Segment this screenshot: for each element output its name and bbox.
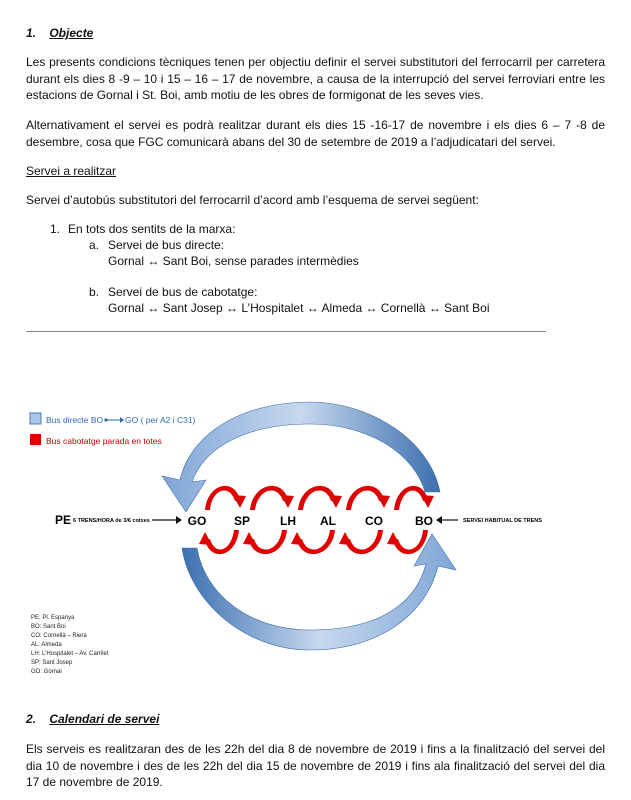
legend-arrow-icon: [104, 417, 124, 423]
cabotage-arcs-bottom: [199, 530, 428, 554]
station-lh: LH: [280, 514, 296, 528]
key-go: GO: Gornal: [31, 669, 62, 675]
service-intro-paragraph: Servei d’autobús substitutori del ferrocarril d’acord amb l’esquema de servei següent:: [26, 193, 479, 207]
calendar-paragraph: Els serveis es realitzaran des de les 22h del dia 8 de novembre de 2019 i fins a la finalització del servei del dia 10 de novembre i des de les 22h del dia 15 de novembre de 2019 i fins ala finalització del servei del dia 17 de novembre de 2019.: [26, 742, 605, 789]
legend-blue-text: Bus directe BO: [46, 415, 104, 425]
service-diagram: [0, 380, 631, 690]
legend-red-text: Bus cabotatge parada en totes: [46, 436, 162, 446]
station-sp: SP: [233, 514, 251, 528]
right-arrow-icon: [436, 516, 458, 524]
section-2-number: 2.: [26, 712, 37, 726]
divider-line: [26, 331, 546, 332]
station-co: CO: [365, 514, 383, 528]
service-subheading: Servei a realitzar: [26, 164, 117, 178]
section-1-number: 1.: [26, 26, 37, 40]
left-arrow-icon: [152, 516, 182, 524]
list-number: 1.: [50, 222, 61, 236]
key-co: CO: Cornellà – Riera: [31, 633, 87, 639]
legend-red-swatch: [30, 434, 41, 445]
key-bo: BO: Sant Boi: [31, 624, 66, 630]
legend-blue-text-2: GO ( per A2 i C31): [125, 415, 196, 425]
item-a-label: a.: [89, 238, 100, 252]
direct-bus-arrow-top: [162, 402, 440, 512]
legend-blue-swatch: [30, 413, 41, 424]
section-2-heading: [26, 712, 159, 726]
item-b-title: Servei de bus de cabotatge:: [108, 285, 258, 299]
item-a-title: Servei de bus directe:: [108, 238, 225, 252]
section-1-heading: [26, 26, 93, 40]
alternative-dates-paragraph: Alternativament el servei es podrà realitzar durant els dies 15 -16-17 de novembre i els dies 6 – 7 -8 de desembre, cosa que FGC comunicarà abans del 30 de setembre de 2019 a l’adjudicatari del servei.: [26, 118, 605, 149]
station-bo: BO: [415, 514, 433, 528]
objective-paragraph: Les presents condicions tècniques tenen per objectiu definir el servei substitutori del ferrocarril per carretera durant els dies 8 -9 – 10 i 15 – 16 – 17 de novembre, a causa de la interrupció del servei ferroviari entre les estacions de Gornal i St. Boi, amb motiu de les obres de formigonat de les seves vies.: [26, 55, 605, 102]
key-sp: SP: Sant Josep: [31, 660, 73, 666]
left-train-note: 6 TRENS/HORA de 3/6 cotxes: [73, 518, 150, 524]
cabotage-arcs-top: [205, 486, 434, 510]
station-key: [31, 615, 109, 675]
right-train-note: SERVEI HABITUAL DE TRENS: [463, 518, 542, 524]
item-b-label: b.: [89, 285, 100, 299]
station-al: AL: [320, 514, 336, 528]
item-b-route: Gornal ↔ Sant Josep ↔ L’Hospitalet ↔ Almeda ↔ Cornellà ↔ Sant Boi: [108, 301, 490, 315]
section-2-title: Calendari de servei: [49, 712, 160, 726]
list-item-both-directions: En tots dos sentits de la marxa:: [68, 222, 236, 236]
station-pe: PE: [55, 513, 72, 527]
key-al: AL: Almeda: [31, 642, 62, 648]
station-go: GO: [187, 514, 207, 528]
key-pe: PE: Pl. Espanya: [31, 615, 75, 621]
item-a-route: Gornal ↔ Sant Boi, sense parades intermèdies: [108, 254, 359, 268]
key-lh: LH: L’Hospitalet – Av. Carrilet: [31, 651, 109, 657]
section-1-title: Objecte: [49, 26, 94, 40]
